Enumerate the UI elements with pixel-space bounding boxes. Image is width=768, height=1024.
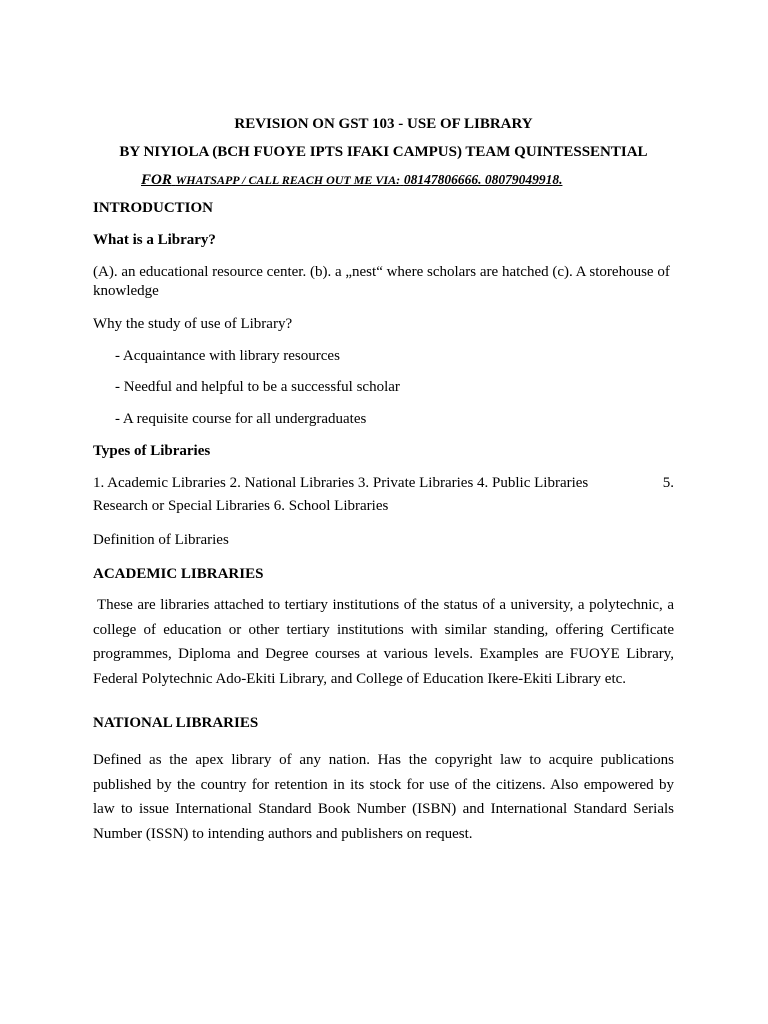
contact-lead: WHATSAPP / CALL REACH OUT ME VIA: [175,173,401,187]
contact-numbers: 08147806666. 08079049918. [403,172,563,187]
what-is-library-text: (A). an educational resource center. (b). a „nest“ where scholars are hatched (c). A storehouse of knowledge [93,264,670,299]
why-study-point: - Needful and helpful to be a successful scholar [115,379,400,395]
contact-line [141,170,674,190]
why-study-point: - A requisite course for all undergraduates [115,411,367,427]
types-line: Research or Special Libraries 6. School Libraries [93,498,389,514]
national-heading: NATIONAL LIBRARIES [93,715,259,731]
document-page [93,0,674,1024]
types-line-left: 1. Academic Libraries 2. National Libraries 3. Private Libraries 4. Public Libraries [93,475,589,491]
definition-label: Definition of Libraries [93,532,229,548]
types-line-right: 5. [662,475,674,491]
national-text: Defined as the apex library of any nation. Has the copyright law to acquire publications published by the country for retention in its stock for use of the citizens. Also empowered by law to issue International Standard Book Number (ISBN) and International Standard Serials Number (ISSN) to intending authors and publishers on request. [93,752,674,842]
introduction-heading: INTRODUCTION [93,200,214,216]
what-is-library-heading: What is a Library? [93,232,216,248]
why-study-point: - Acquaintance with library resources [115,348,340,364]
why-study-question: Why the study of use of Library? [93,316,293,332]
academic-text: These are libraries attached to tertiary institutions of the status of a university, a polytechnic, a college of education or other tertiary institutions with similar standing, offering Certificate programmes, Diploma and Degree courses at various levels. Examples are FUOYE Library, Federal Polytechnic Ado-Ekiti Library, and College of Education Ikere-Ekiti Library etc. [93,597,674,687]
document-title: REVISION ON GST 103 - USE OF LIBRARY [234,116,533,132]
document-byline: BY NIYIOLA (BCH FUOYE IPTS IFAKI CAMPUS) TEAM QUINTESSENTIAL [119,144,648,160]
academic-heading: ACADEMIC LIBRARIES [93,566,264,582]
contact-for-word: FOR [141,172,172,188]
types-list [93,473,674,516]
types-line [93,473,674,493]
types-heading: Types of Libraries [93,443,211,459]
